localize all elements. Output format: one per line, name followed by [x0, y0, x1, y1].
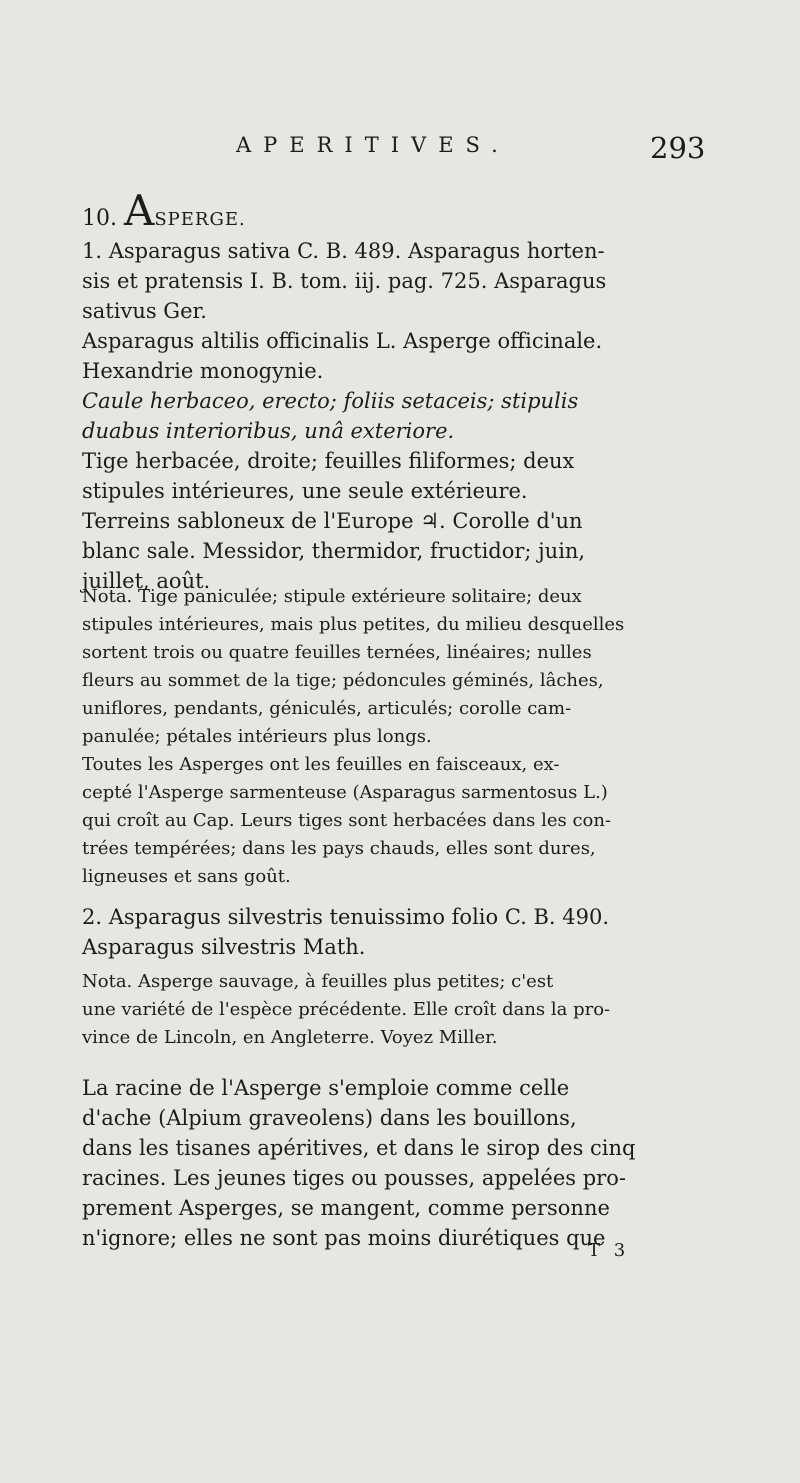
text-line: 1. Asparagus sativa C. B. 489. Asparagus horten-: [82, 239, 605, 263]
text-line: une variété de l'espèce précédente. Elle croît dans la pro-: [82, 999, 611, 1020]
text-line: prement Asperges, se mangent, comme personne: [82, 1196, 610, 1220]
text-line: Hexandrie monogynie.: [82, 359, 324, 383]
text-line: sortent trois ou quatre feuilles ternées, linéaires; nulles: [82, 642, 592, 663]
text-line: panulée; pétales intérieurs plus longs.: [82, 726, 432, 747]
text-line: stipules intérieures, mais plus petites, du milieu desquelles: [82, 614, 625, 635]
page-number: 293: [650, 131, 706, 165]
text-line: ligneuses et sans goût.: [82, 866, 291, 887]
running-title: APERITIVES.: [236, 133, 510, 157]
text-line: n'ignore; elles ne sont pas moins diurétiques que: [82, 1226, 606, 1250]
text-line: Caule herbaceo, erecto; foliis setaceis; stipulis: [82, 389, 579, 413]
text-line: duabus interioribus, unâ exteriore.: [82, 419, 455, 443]
drop-initial: A: [124, 186, 155, 235]
text-line: Toutes les Asperges ont les feuilles en faisceaux, ex-: [82, 754, 560, 775]
signature-mark: T 3: [588, 1240, 630, 1261]
text-line: trées tempérées; dans les pays chauds, elles sont dures,: [82, 838, 596, 859]
nota-paragraph-1: [82, 583, 710, 891]
paragraph-asparagus-sativa: [82, 236, 710, 596]
text-line: qui croît au Cap. Leurs tiges sont herbacées dans les con-: [82, 810, 612, 831]
text-line: 2. Asparagus silvestris tenuissimo folio C. B. 490.: [82, 905, 610, 929]
text-line: vince de Lincoln, en Angleterre. Voyez Miller.: [82, 1027, 498, 1048]
text-line: d'ache (Alpium graveolens) dans les bouillons,: [82, 1106, 577, 1130]
text-line: Tige herbacée, droite; feuilles filiformes; deux: [82, 449, 575, 473]
text-line: cepté l'Asperge sarmenteuse (Asparagus sarmentosus L.): [82, 782, 608, 803]
usage-paragraph: [82, 1073, 710, 1253]
text-line: Nota. Tige paniculée; stipule extérieure solitaire; deux: [82, 586, 582, 607]
text-line: sativus Ger.: [82, 299, 207, 323]
text-line: sis et pratensis I. B. tom. iij. pag. 725. Asparagus: [82, 269, 607, 293]
text-line: blanc sale. Messidor, thermidor, fructidor; juin,: [82, 539, 586, 563]
paragraph-asparagus-silvestris: [82, 902, 710, 962]
nota-paragraph-2: [82, 968, 710, 1052]
text-line: Asparagus altilis officinalis L. Asperge officinale.: [82, 329, 603, 353]
text-line: racines. Les jeunes tiges ou pousses, appelées pro-: [82, 1166, 626, 1190]
section-number: 10.: [82, 206, 117, 231]
text-line: Terreins sabloneux de l'Europe ♃. Corolle d'un: [82, 509, 583, 533]
text-line: La racine de l'Asperge s'emploie comme celle: [82, 1076, 570, 1100]
text-line: stipules intérieures, une seule extérieure.: [82, 479, 528, 503]
section-heading: [82, 186, 246, 235]
text-line: fleurs au sommet de la tige; pédoncules géminés, lâches,: [82, 670, 604, 691]
text-line: dans les tisanes apéritives, et dans le sirop des cinq: [82, 1136, 636, 1160]
text-line: Asparagus silvestris Math.: [82, 935, 366, 959]
text-line: Nota. Asperge sauvage, à feuilles plus petites; c'est: [82, 971, 554, 992]
text-line: juillet, août.: [82, 569, 211, 593]
section-title-rest: SPERGE.: [154, 209, 246, 230]
text-line: uniflores, pendants, géniculés, articulés; corolle cam-: [82, 698, 572, 719]
